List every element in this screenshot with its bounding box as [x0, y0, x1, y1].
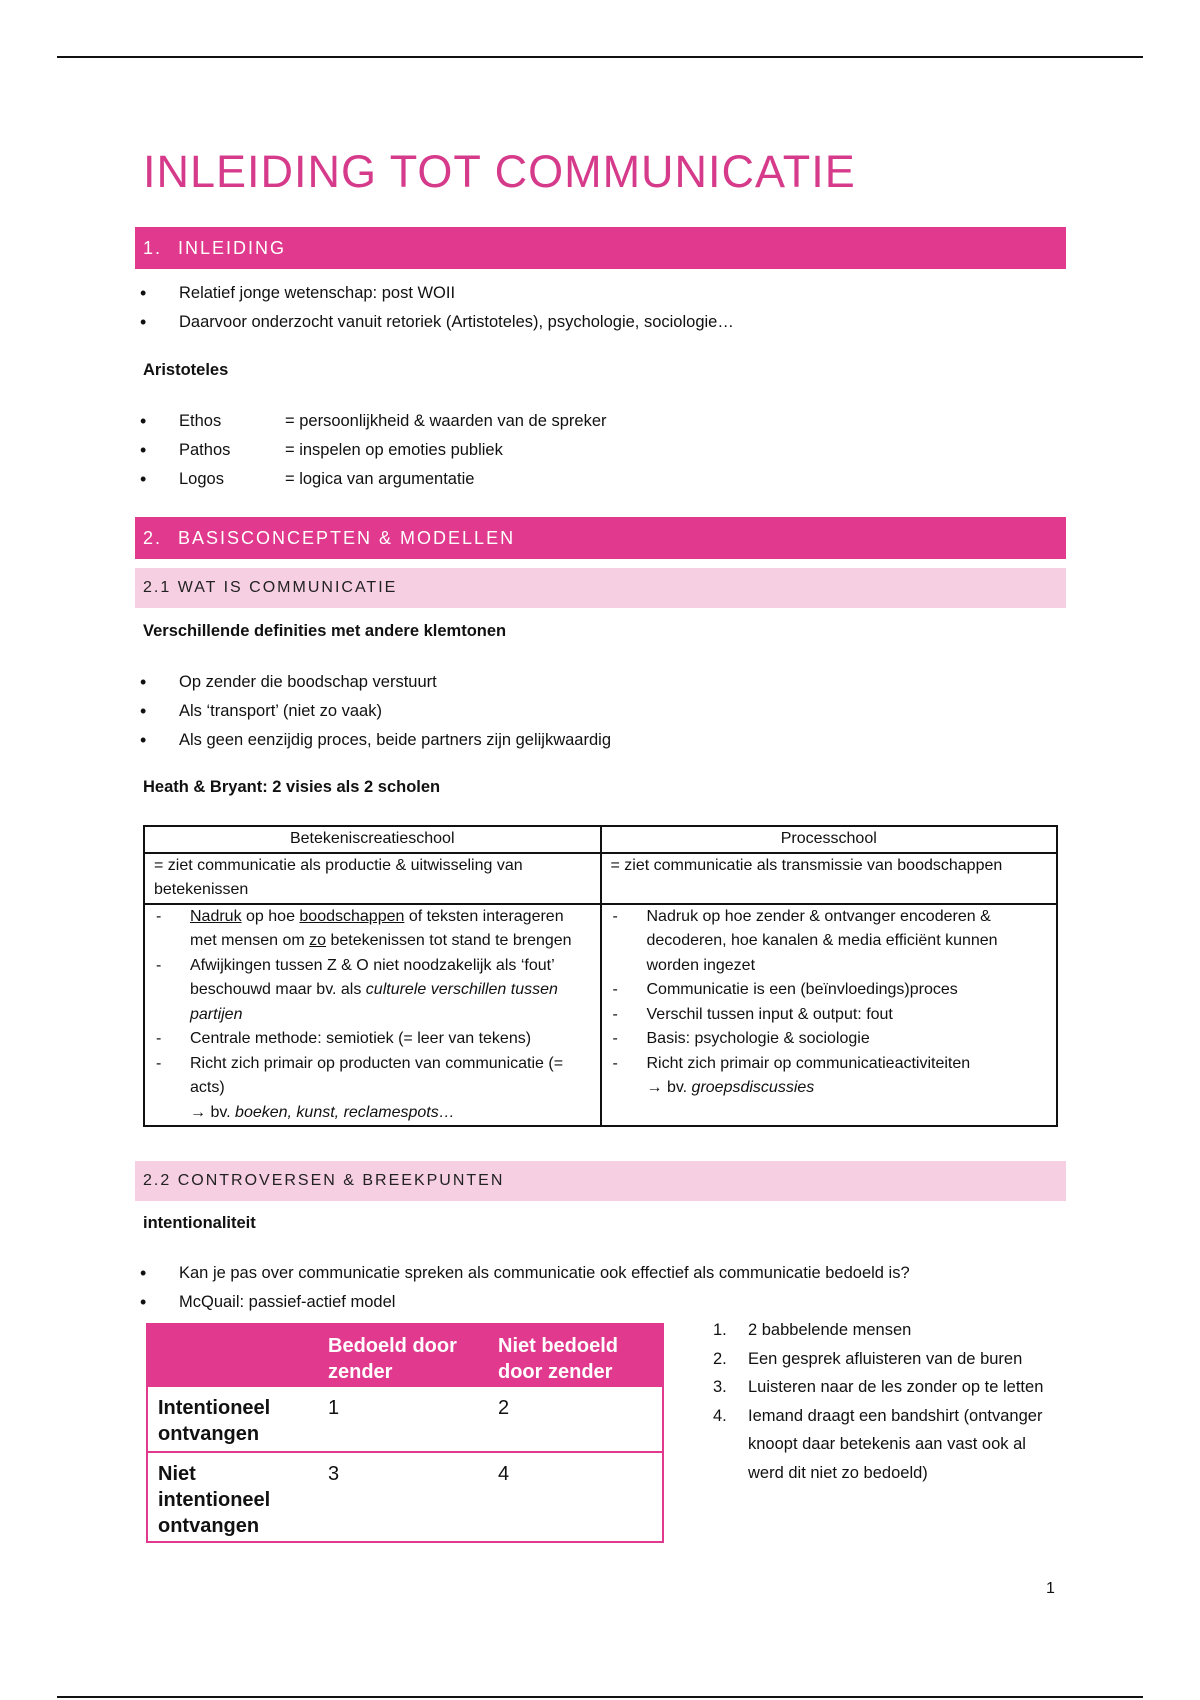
list-item: [713, 1373, 1063, 1402]
row-label: Intentioneel ontvangen: [146, 1387, 316, 1452]
list-item: [611, 1052, 1048, 1101]
list-item: [713, 1316, 1063, 1345]
text-italic: boeken, kunst, reclamespots…: [235, 1103, 455, 1121]
subsection-heading-wat-is-communicatie: 2.1 WAT IS COMMUNICATIE: [135, 568, 1066, 608]
term: Ethos: [179, 412, 222, 430]
section-number: 1.: [143, 238, 163, 258]
text: betekenissen tot stand te brengen: [326, 932, 572, 949]
section-number: 2.: [143, 528, 163, 548]
definitions-heading: Verschillende definities met andere klemtonen: [143, 622, 507, 640]
item-number: 2.: [713, 1349, 727, 1368]
list-item: • Kan je pas over communicatie spreken als communicatie ook effectief als communicatie bedoeld is?: [140, 1259, 910, 1288]
text: Richt zich primair op producten van communicatie (= acts): [190, 1054, 564, 1096]
table-header-row: [144, 826, 1057, 853]
text: of teksten interageren met mensen om: [190, 907, 564, 949]
row-label: Niet intentioneel ontvangen: [158, 1463, 271, 1537]
process-list: [611, 905, 1048, 1101]
table-cell: = ziet communicatie als transmissie van boodschappen: [601, 853, 1058, 904]
table-cell: 3: [328, 1463, 340, 1485]
aristoteles-heading: Aristoteles: [143, 361, 229, 379]
list-item: - Communicatie is een (beïnvloedings)proces: [611, 978, 1048, 1003]
table-cell: [601, 904, 1058, 1127]
table-cell: 1: [316, 1387, 486, 1452]
aristoteles-list: [140, 407, 606, 494]
header-rule: [57, 56, 1143, 58]
term-description: = logica van argumentatie: [285, 470, 475, 488]
table-cell: 4: [498, 1463, 510, 1485]
subsection-heading-controversen: 2.2 CONTROVERSEN & BREEKPUNTEN: [135, 1161, 1066, 1201]
list-item: [140, 436, 606, 465]
section-heading-basisconcepten: [135, 517, 1066, 559]
list-item: • McQuail: passief-actief model: [140, 1288, 910, 1317]
list-item: [154, 1052, 591, 1126]
table-cell: 2: [486, 1387, 664, 1452]
table-header-betekeniscreatieschool: Betekeniscreatieschool: [144, 826, 601, 853]
intentionaliteit-heading: intentionaliteit: [143, 1214, 256, 1232]
section-title: INLEIDING: [178, 238, 287, 258]
list-item: • Als ‘transport’ (niet zo vaak): [140, 697, 611, 726]
definitions-list: [140, 668, 611, 755]
table-header-empty: [146, 1323, 316, 1387]
list-item: - Centrale methode: semiotiek (= leer van tekens): [154, 1027, 591, 1052]
item-text: Luisteren naar de les zonder op te letten: [748, 1378, 1044, 1396]
table-header-niet-bedoeld: Niet bedoeld door zender: [486, 1323, 664, 1387]
footer-rule: [57, 1696, 1143, 1698]
list-item: - Verschil tussen input & output: fout: [611, 1003, 1048, 1028]
text: → bv.: [646, 1079, 692, 1096]
mcquail-table: [146, 1323, 664, 1543]
table-header-bedoeld: Bedoeld door zender: [316, 1323, 486, 1387]
intro-bullet-list: [140, 279, 734, 337]
list-item: - Basis: psychologie & sociologie: [611, 1027, 1048, 1052]
list-item: • Relatief jonge wetenschap: post WOII: [140, 279, 734, 308]
item-text: Een gesprek afluisteren van de buren: [748, 1349, 1023, 1368]
text-italic: culturele verschillen tussen partijen: [190, 981, 558, 1023]
list-item: • Op zender die boodschap verstuurt: [140, 668, 611, 697]
item-number: 4.: [713, 1406, 727, 1425]
table-cell: = ziet communicatie als productie & uitwisseling van betekenissen: [144, 853, 601, 904]
item-text: Iemand draagt een bandshirt (ontvanger knoopt daar betekenis aan vast ook al werd dit niet zo bedoeld): [748, 1406, 1043, 1482]
item-number: 3.: [713, 1378, 727, 1396]
list-item: [140, 465, 606, 494]
page-number: 1: [1046, 1580, 1055, 1597]
text-underlined: boodschappen: [299, 907, 405, 925]
page-title: INLEIDING TOT COMMUNICATIE: [143, 146, 856, 197]
list-item: [154, 954, 591, 1028]
list-item: [140, 407, 606, 436]
item-number: 1.: [713, 1321, 727, 1339]
term-description: = inspelen op emoties publiek: [285, 441, 503, 459]
text: op hoe: [241, 907, 300, 925]
schools-table: [143, 825, 1058, 1127]
list-item: [713, 1402, 1063, 1488]
heath-bryant-heading: Heath & Bryant: 2 visies als 2 scholen: [143, 778, 441, 796]
intentionaliteit-list: [140, 1259, 910, 1317]
text-italic: groepsdiscussies: [691, 1079, 815, 1096]
table-header-row: [146, 1323, 664, 1387]
text: → bv.: [190, 1103, 236, 1121]
table-row: [144, 904, 1057, 1127]
section-heading-inleiding: [135, 227, 1066, 269]
table-row: [144, 853, 1057, 904]
text-underlined: zo: [309, 932, 327, 949]
betekenis-list: [154, 905, 591, 1126]
list-item: • Als geen eenzijdig proces, beide partners zijn gelijkwaardig: [140, 726, 611, 755]
text: Afwijkingen tussen Z & O niet noodzakelijk als ‘fout’ beschouwd maar bv. als: [190, 956, 555, 998]
text: Richt zich primair op communicatieactiviteiten: [646, 1054, 971, 1072]
table-row: [146, 1452, 664, 1543]
section-title: BASISCONCEPTEN & MODELLEN: [178, 528, 516, 548]
term-description: = persoonlijkheid & waarden van de spreker: [285, 412, 607, 430]
examples-list: [713, 1316, 1063, 1487]
item-text: 2 babbelende mensen: [748, 1321, 912, 1339]
list-item: [713, 1345, 1063, 1374]
term: Logos: [179, 470, 224, 488]
list-item: - Nadruk op hoe zender & ontvanger encoderen & decoderen, hoe kanalen & media efficiënt kunnen worden ingezet: [611, 905, 1048, 979]
table-cell: [144, 904, 601, 1127]
text-underlined: Nadruk: [190, 907, 242, 925]
table-row: [146, 1387, 664, 1452]
list-item: [154, 905, 591, 954]
table-header-processchool: Processchool: [601, 826, 1058, 853]
list-item: • Daarvoor onderzocht vanuit retoriek (Artistoteles), psychologie, sociologie…: [140, 308, 734, 337]
term: Pathos: [179, 441, 231, 459]
